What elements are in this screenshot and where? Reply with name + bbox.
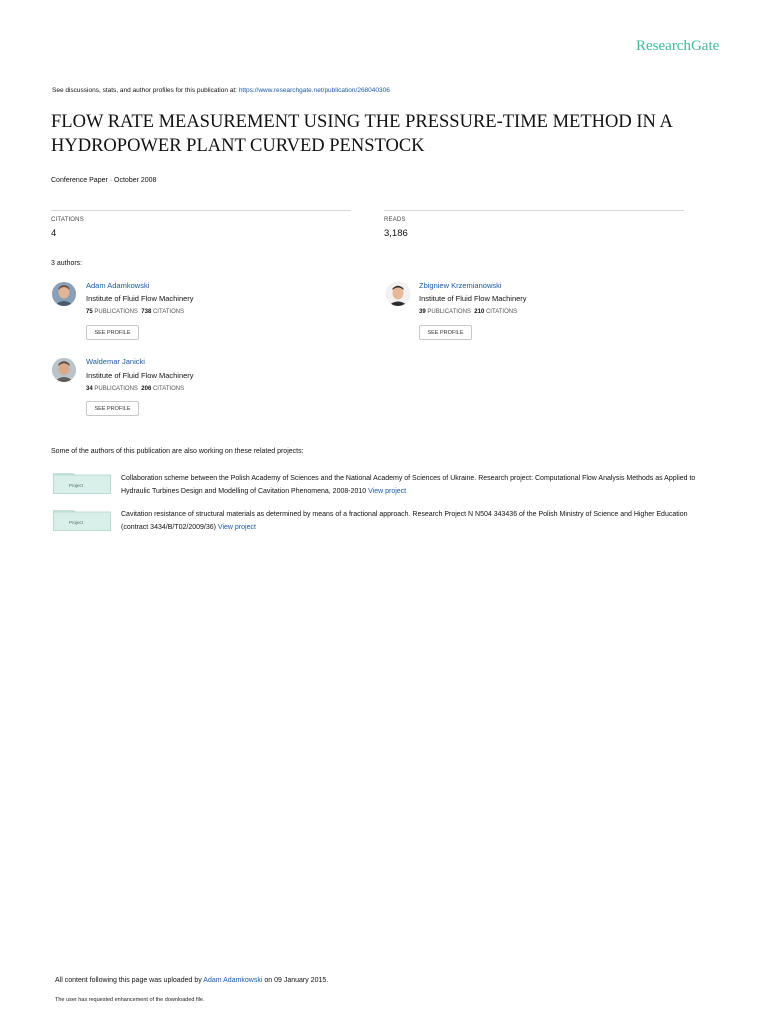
- upload-info: [55, 977, 328, 984]
- author-institution: Institute of Fluid Flow Machinery: [419, 294, 527, 303]
- author-institution: Institute of Fluid Flow Machinery: [86, 371, 194, 380]
- see-profile-button[interactable]: SEE PROFILE: [86, 401, 139, 416]
- enhancement-note: The user has requested enhancement of the downloaded file.: [55, 997, 205, 1003]
- citations-count: 4: [51, 228, 57, 239]
- author-name-link[interactable]: Adam Adamkowski: [86, 281, 150, 290]
- publications-label: PUBLICATIONS: [94, 309, 138, 315]
- publications-label: PUBLICATIONS: [427, 309, 471, 315]
- view-project-link[interactable]: View project: [217, 523, 256, 531]
- svg-text:Project: Project: [69, 483, 84, 488]
- citations-label: CITATIONS: [51, 217, 84, 223]
- reads-count: 3,186: [384, 228, 408, 239]
- see-profile-button[interactable]: SEE PROFILE: [86, 325, 139, 340]
- see-profile-button[interactable]: SEE PROFILE: [419, 325, 472, 340]
- author-name-link[interactable]: Waldemar Janicki: [86, 357, 145, 366]
- project-description: [121, 509, 706, 534]
- citations-count: 738: [141, 309, 152, 315]
- paper-type-date: Conference Paper · October 2008: [51, 177, 157, 184]
- authors-heading: 3 authors:: [51, 260, 83, 267]
- publications-label: PUBLICATIONS: [94, 386, 138, 392]
- author-name-link[interactable]: Zbigniew Krzemianowski: [419, 281, 502, 290]
- citations-label: CITATIONS: [152, 309, 185, 315]
- project-folder-icon[interactable]: [53, 510, 111, 536]
- citations-label: CITATIONS: [485, 309, 518, 315]
- reads-label: READS: [384, 217, 406, 223]
- author-stats: [86, 309, 184, 315]
- author-stats: [86, 386, 184, 392]
- divider: [384, 210, 684, 211]
- citations-label: CITATIONS: [152, 386, 185, 392]
- author-institution: Institute of Fluid Flow Machinery: [86, 294, 194, 303]
- related-projects-heading: Some of the authors of this publication are also working on these related projects:: [51, 448, 304, 455]
- publications-count: 75: [86, 309, 93, 315]
- avatar[interactable]: [386, 282, 410, 306]
- avatar-photo-icon: [52, 358, 76, 382]
- avatar-photo-icon: [52, 282, 76, 306]
- publication-url-link[interactable]: https://www.researchgate.net/publication/268040306: [238, 87, 390, 94]
- publications-count: 34: [86, 386, 93, 392]
- avatar[interactable]: [52, 358, 76, 382]
- view-project-link[interactable]: View project: [368, 487, 407, 495]
- upload-prefix: All content following this page was uploaded by: [55, 977, 202, 984]
- citations-count: 210: [474, 309, 485, 315]
- divider: [51, 210, 351, 211]
- avatar-photo-icon: [386, 282, 410, 306]
- project-description: [121, 473, 706, 498]
- publications-count: 39: [419, 309, 426, 315]
- paper-title: FLOW RATE MEASUREMENT USING THE PRESSURE-TIME METHOD IN A HYDROPOWER PLANT CURVED PENSTOCK: [51, 112, 672, 156]
- author-stats: [419, 309, 517, 315]
- project-text: Collaboration scheme between the Polish Academy of Sciences and the National Academy of Sciences of Ukraine. Research project: Computational Flow Analysis Methods as Applied to Hydraulic Turbines Design and Modelling of Cavitation Phenomena, 2008-2010: [121, 475, 696, 495]
- see-discussions-text: See discussions, stats, and author profiles for this publication at:: [52, 87, 237, 94]
- svg-text:Project: Project: [69, 520, 84, 525]
- researchgate-logo[interactable]: ResearchGate: [636, 38, 720, 54]
- project-folder-icon[interactable]: [53, 473, 111, 499]
- upload-date: on 09 January 2015.: [264, 977, 329, 984]
- citations-count: 206: [141, 386, 152, 392]
- uploader-link[interactable]: Adam Adamkowski: [203, 977, 263, 984]
- see-discussions-line: [52, 87, 390, 94]
- avatar[interactable]: [52, 282, 76, 306]
- project-text: Cavitation resistance of structural materials as determined by means of a fractional approach. Research Project N N504 343436 of the Polish Ministry of Science and Higher Education (contract 3434/B/T02/2009/36): [121, 511, 688, 531]
